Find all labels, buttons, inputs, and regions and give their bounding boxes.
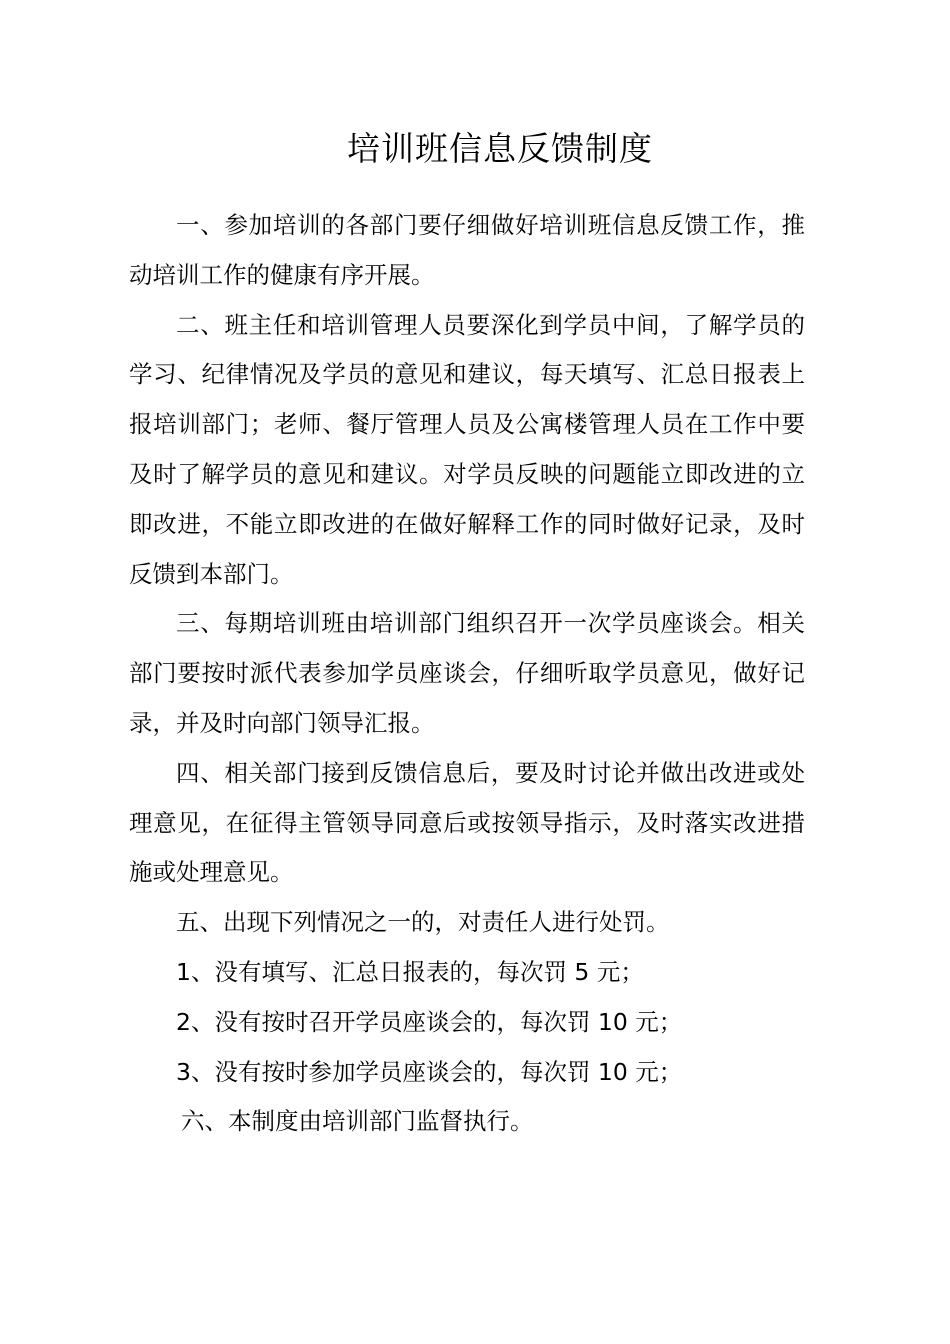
paragraph-section-3: 三、每期培训班由培训部门组织召开一次学员座谈会。相关部门要按时派代表参加学员座谈会，仔细听取学员意见，做好记录，并及时向部门领导汇报。: [129, 609, 805, 737]
penalty-item-3: 3、没有按时参加学员座谈会的，每次罚 10 元；: [176, 1057, 683, 1086]
document-title: 培训班信息反馈制度: [347, 129, 653, 168]
paragraph-section-1: 一、参加培训的各部门要仔细做好培训班信息反馈工作，推动培训工作的健康有序开展。: [129, 211, 805, 289]
document-body: [129, 201, 805, 1147]
penalty-item-1: 1、没有填写、汇总日报表的，每次罚 5 元；: [176, 957, 644, 986]
paragraph-section-6: 六、本制度由培训部门监督执行。: [181, 1107, 534, 1136]
paragraph-section-5: 五、出现下列情况之一的，对责任人进行处罚。: [176, 908, 670, 937]
penalty-item-2: 2、没有按时召开学员座谈会的，每次罚 10 元；: [176, 1007, 683, 1036]
paragraph-section-4: 四、相关部门接到反馈信息后，要及时讨论并做出改进或处理意见，在征得主管领导同意后或按领导指示，及时落实改进措施或处理意见。: [129, 758, 805, 887]
paragraph-section-2: 二、班主任和培训管理人员要深化到学员中间，了解学员的学习、纪律情况及学员的意见和建议，每天填写、汇总日报表上报培训部门；老师、餐厅管理人员及公寓楼管理人员在工作中要及时了解学员的意见和建议。对学员反映的问题能立即改进的立即改进，不能立即改进的在做好解释工作的同时做好记录，及时反馈到本部门。: [129, 310, 805, 588]
